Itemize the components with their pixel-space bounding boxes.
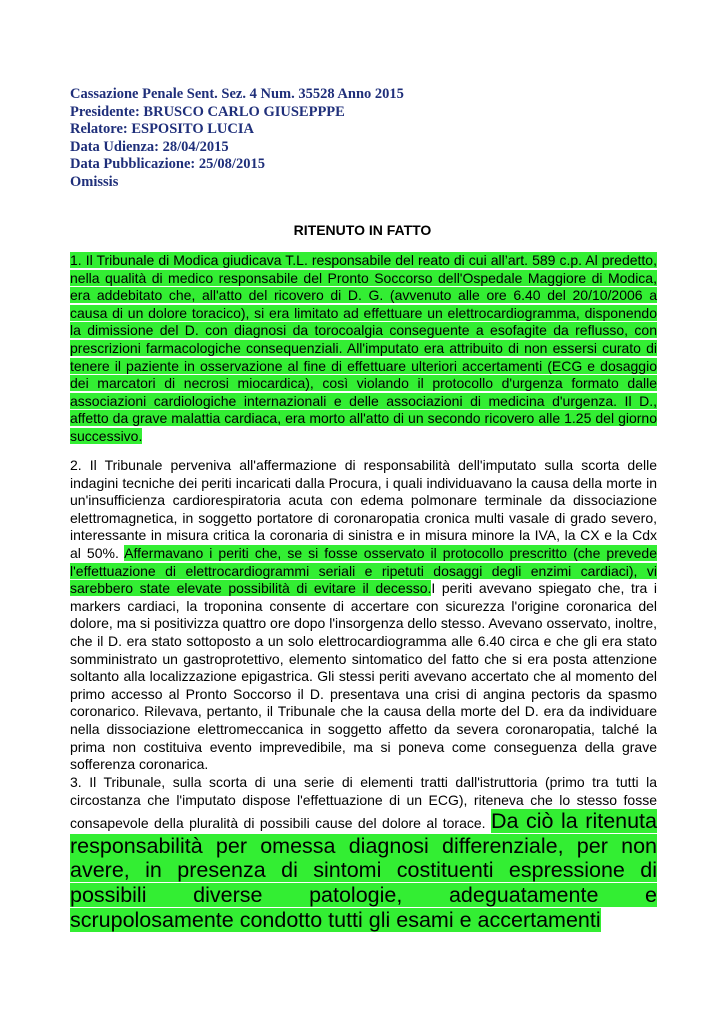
section-title: RITENUTO IN FATTO: [293, 222, 432, 238]
section-title-wrapper: [0, 221, 725, 239]
paragraph-2-intro: 2. Il Tribunale perveniva all'affermazione di responsabilità dell'imputato sulla scorta delle indagini tecniche dei periti incaricati dalla Procura, i quali individuavano la causa della morte in un'insufficienza cardiorespiratoria acuta con edema polmonare terminale da dissociazione elettromagnetica, in soggetto portatore di coronaropatia cronica multi vasale di grado severo, interessante in misura critica la coronaria di sinistra e in misura minore la IVA, la CX e la Cdx al 50%.: [70, 457, 657, 561]
paragraph-2-highlight: Affermavano i periti che, se si fosse osservato il protocollo prescritto (che prevede l'effettuazione di elettrocardiogrammi seriali e ripetuti dosaggi degli enzimi cardiaci), vi sarebbero state elevate possibilità di evitare il decesso.: [70, 544, 657, 597]
document-header: [70, 86, 670, 192]
paragraph-3: [70, 774, 657, 932]
header-rapporteur: Relatore: ESPOSITO LUCIA: [70, 121, 254, 138]
paragraph-3-highlight: Da ciò la ritenuta responsabilità per omessa diagnosi differenziale, per non avere, in presenza di sintomi costituenti espressione di possibili diverse patologie, adeguatamente e scrupolosamente condotto tutti gli esami e accertamenti: [70, 809, 657, 932]
header-hearing-date: Data Udienza: 28/04/2015: [70, 138, 229, 155]
paragraph-1: [70, 252, 657, 446]
header-president: Presidente: BRUSCO CARLO GIUSEPPPE: [70, 103, 345, 120]
paragraph-1-highlight: 1. Il Tribunale di Modica giudicava T.L. responsabile del reato di cui all’art. 589 c.p. Al predetto, nella qualità di medico responsabile del Pronto Soccorso dell'Ospedale Maggiore di Modica, era addebitato che, all'atto del ricovero di D. G. (avvenuto alle ore 6.40 del 20/10/2006 a causa di un dolore toracico), si era limitato ad effettuare un elettrocardiogramma, disponendo la dimissione del D. con diagnosi da torocoalgia conseguente a esofagite da reflusso, con prescrizioni farmacologiche consequenziali. All'imputato era attribuito di non essersi curato di tenere il paziente in osservazione al fine di effettuare ulteriori accertamenti (ECG e dosaggio dei marcatori di necrosi miocardica), così violando il protocollo d'urgenza formato dalle associazioni cardiologiche internazionali e delle associazioni di medicina d'urgenza. Il D., affetto da grave malattia cardiaca, era morto all'atto di un secondo ricovero alle 1.25 del giorno successivo.: [70, 252, 657, 444]
paragraph-3-intro: 3. Il Tribunale, sulla scorta di una serie di elementi tratti dall'istruttoria (primo tra tutti la circostanza che l'imputato dispose l'effettuazione di un ECG), riteneva che lo stesso fosse consapevole della pluralità di possibili cause del dolore al torace.: [70, 774, 657, 832]
header-citation: Cassazione Penale Sent. Sez. 4 Num. 35528 Anno 2015: [70, 86, 404, 102]
header-omissis: Omissis: [70, 173, 119, 190]
paragraph-2-rest: I periti avevano spiegato che, tra i markers cardiaci, la troponina consente di accertare con sicurezza l'origine coronarica del dolore, ma si positivizza quattro ore dopo l'insorgenza dello stesso. Avevano osservato, inoltre, che il D. era stato sottoposto a un solo elettrocardiogramma alle 6.40 circa e che gli era stato somministrato un gastroprotettivo, elemento sintomatico del fatto che si era posta attenzione soltanto alla localizzazione epigastrica. Gli stessi periti avevano accertato che al momento del primo accesso al Pronto Soccorso il D. presentava una crisi di angina pectoris da spasmo coronarico. Rilevava, pertanto, il Tribunale che la causa della morte del D. era da individuare nella dissociazione elettromeccanica in soggetto affetto da severa coronaropatia, talché la prima non costituiva evento imprevedibile, ma si poneva come conseguenza della grave sofferenza coronarica.: [70, 580, 657, 773]
header-publication-date: Data Pubblicazione: 25/08/2015: [70, 156, 265, 173]
paragraph-2: [70, 457, 657, 774]
